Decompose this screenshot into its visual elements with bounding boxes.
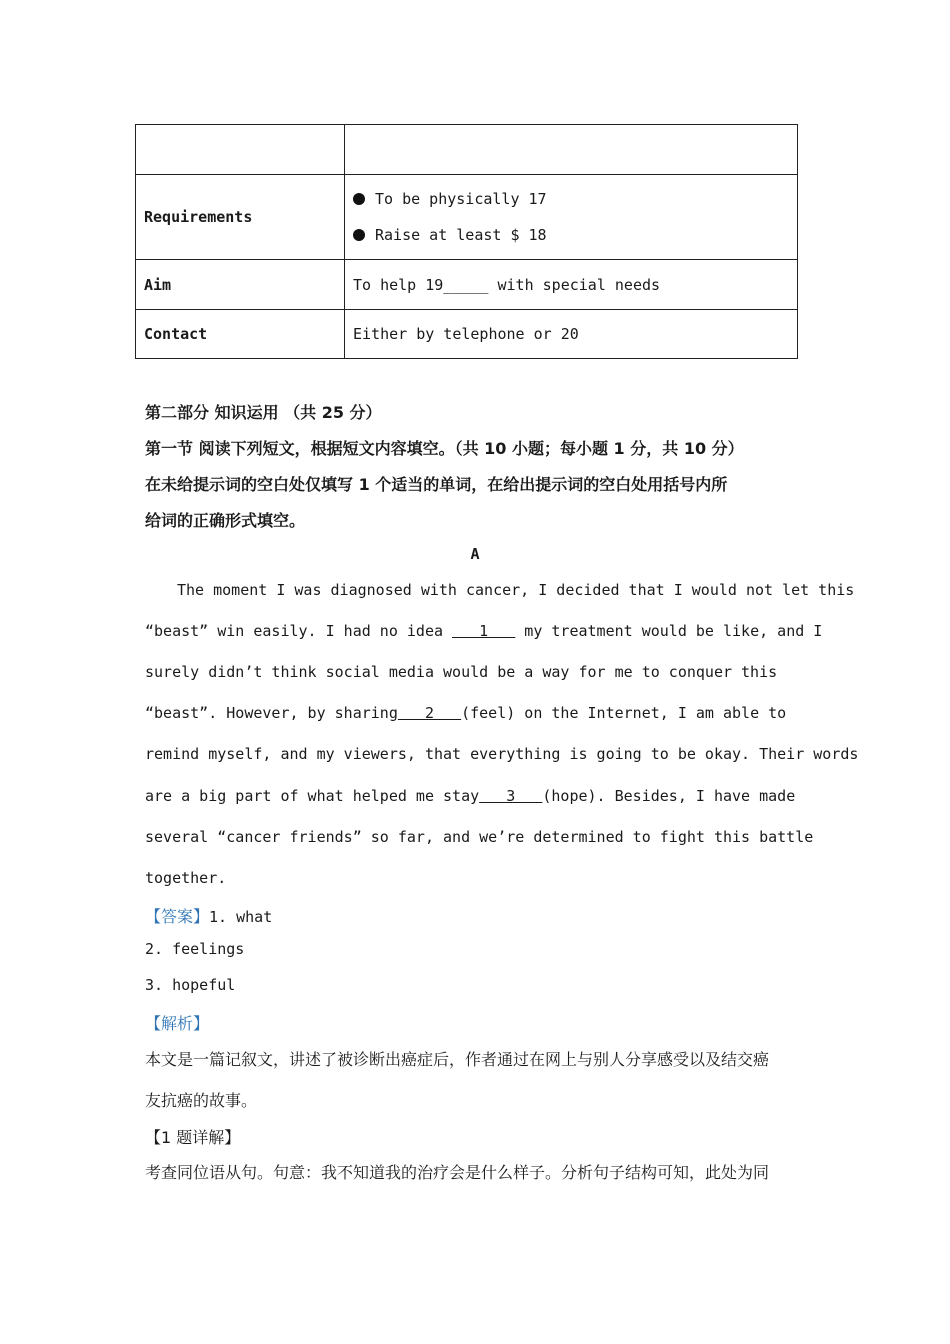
- answer-line: 2. feelings: [145, 940, 245, 958]
- answer-line: 3. hopeful: [145, 976, 236, 994]
- aim-value: To help 19_____ with special needs: [345, 260, 798, 310]
- table-row-aim: [136, 260, 798, 310]
- passage-line: The moment I was diagnosed with cancer, I decided that I would not let this: [177, 581, 855, 599]
- analysis-tag: 【解析】: [145, 1014, 210, 1033]
- analysis-text: 友抗癌的故事。: [145, 1091, 258, 1110]
- table-row: [136, 125, 798, 175]
- passage-line: are a big part of what helped me stay 3 (hope). Besides, I have made: [145, 787, 796, 805]
- aim-label: Aim: [136, 260, 345, 310]
- section-title: 第一节 阅读下列短文，根据短文内容填空。（共 10 小题；每小题 1 分，共 10 分）: [145, 439, 744, 458]
- passage-line: “beast” win easily. I had no idea 1 my treatment would be like, and I: [145, 622, 823, 640]
- passage-heading: A: [470, 545, 480, 563]
- blank-2: 2: [397, 704, 462, 722]
- answer-line: 【答案】1. what: [145, 907, 273, 926]
- instruction-line: 在未给提示词的空白处仅填写 1 个适当的单词，在给出提示词的空白处用括号内所: [145, 475, 728, 494]
- answer-tag: 【答案】: [145, 907, 210, 926]
- passage-line: surely didn’t think social media would be a way for me to conquer this: [145, 663, 778, 681]
- passage-line: “beast”. However, by sharing 2 (feel) on the Internet, I am able to: [145, 704, 787, 722]
- instruction-line: 给词的正确形式填空。: [145, 511, 306, 530]
- part-title: 第二部分 知识运用 （共 25 分）: [145, 403, 382, 422]
- contact-label: Contact: [136, 310, 345, 359]
- requirements-cell: [345, 175, 798, 260]
- requirement-item: To be physically 17: [353, 181, 789, 217]
- table-row-contact: [136, 310, 798, 359]
- analysis-text: 考查同位语从句。句意：我不知道我的治疗会是什么样子。分析句子结构可知，此处为同: [145, 1163, 770, 1182]
- passage-line: several “cancer friends” so far, and we’re determined to fight this battle: [145, 828, 814, 846]
- table-value-cell: [345, 125, 798, 175]
- requirements-label: Requirements: [136, 175, 345, 260]
- bullet-icon: [353, 229, 365, 241]
- blank-1: 1: [452, 622, 516, 640]
- requirement-item: Raise at least $ 18: [353, 217, 789, 253]
- analysis-text: 本文是一篇记叙文，讲述了被诊断出癌症后，作者通过在网上与别人分享感受以及结交癌: [145, 1050, 770, 1069]
- bullet-icon: [353, 193, 365, 205]
- contact-value: Either by telephone or 20: [345, 310, 798, 359]
- blank-3: 3: [479, 787, 543, 805]
- passage-line: together.: [145, 869, 227, 887]
- passage-line: remind myself, and my viewers, that everything is going to be okay. Their words: [145, 745, 859, 763]
- table-label-cell: [136, 125, 345, 175]
- detail-tag: 【1 题详解】: [145, 1128, 241, 1147]
- table-row-requirements: [136, 175, 798, 260]
- info-table: [135, 124, 798, 359]
